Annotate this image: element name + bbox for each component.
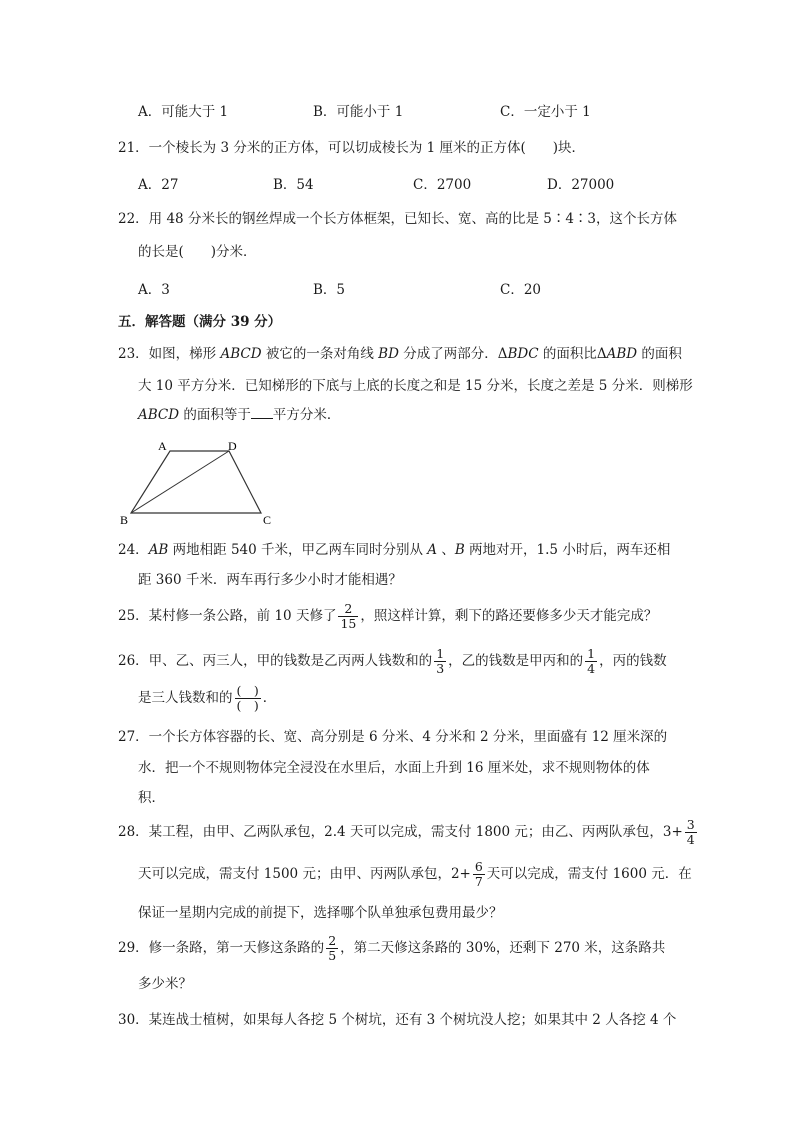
trapezoid-outline xyxy=(131,451,261,513)
q23-var-abcd-2: ABCD xyxy=(138,407,180,423)
q23-line3 xyxy=(138,405,340,425)
q21-option-c: C．2700 xyxy=(413,177,472,193)
q23-text-1: 23．如图，梯形 xyxy=(118,346,221,362)
q20-option-b: B．可能小于 1 xyxy=(313,104,404,120)
q29-fraction xyxy=(326,934,338,963)
q28-line1 xyxy=(118,816,699,848)
q26-frac2-den: 4 xyxy=(587,661,596,676)
q25-fraction xyxy=(338,602,358,631)
q24-var-a: A xyxy=(427,542,438,558)
q23-text-6: 的面积等于 xyxy=(179,407,251,423)
q28-line3: 保证一星期内完成的前提下，选择哪个队单独承包费用最少？ xyxy=(138,905,503,921)
q24-text-2: 、 xyxy=(437,542,455,558)
q24-number: 24． xyxy=(118,542,149,558)
q24-text-1: 两地相距 540 千米，甲乙两车同时分别从 xyxy=(168,542,428,558)
q29-text-1: 29．修一条路，第一天修这条路的 xyxy=(118,940,325,956)
q20-option-a: A．可能大于 1 xyxy=(138,104,229,120)
q21-option-a: A．27 xyxy=(138,177,179,193)
label-a: A xyxy=(158,439,167,453)
q26-answer-den[interactable]: ( ) xyxy=(236,698,259,713)
q24-var-b: B xyxy=(454,542,465,558)
q23-text-7: 平方分米． xyxy=(272,407,341,423)
q22-option-c: C．20 xyxy=(500,282,542,298)
q26-text-1: 26．甲、乙、丙三人，甲的钱数是乙丙两人钱数和的 xyxy=(118,653,433,669)
q26-frac1-den: 3 xyxy=(436,661,445,676)
q23-var-bdc: BDC xyxy=(507,346,539,362)
trapezoid-figure xyxy=(118,436,283,528)
q28-text-3: 天可以完成，需支付 1600 元．在 xyxy=(486,866,692,882)
section-title: 五．解答题（满分 39 分） xyxy=(118,314,282,330)
q28-frac1-den: 4 xyxy=(686,832,695,847)
q23-text-5: 的面积 xyxy=(637,346,682,362)
q20-option-c: C．一定小于 1 xyxy=(500,104,591,120)
q27-line1: 27．一个长方体容器的长、宽、高分别是 6 分米、4 分米和 2 分米，里面盛有 12 厘米深的 xyxy=(118,729,668,745)
q21-text: 21．一个棱长为 3 分米的正方体，可以切成棱长为 1 厘米的正方体( )块． xyxy=(118,140,586,156)
q23-text-2: 被它的一条对角线 xyxy=(261,346,379,362)
q23-var-bd: BD xyxy=(378,346,399,362)
q28-line2 xyxy=(138,858,692,890)
q25-frac-den: 15 xyxy=(340,616,357,631)
q28-frac2-num: 6 xyxy=(474,859,483,874)
q26-line2 xyxy=(138,682,276,714)
q25-text-2: ，照这样计算，剩下的路还要修多少天才能完成？ xyxy=(360,608,658,624)
q26-text-5: ． xyxy=(262,690,277,706)
q29-text-2: ，第二天修这条路的 30%，还剩下 270 米，这条路共 xyxy=(340,940,666,956)
label-b: B xyxy=(120,513,129,527)
q25-frac-num: 2 xyxy=(338,602,358,617)
q22-option-a: A．3 xyxy=(138,282,170,298)
q25-text-1: 25．某村修一条公路，前 10 天修了 xyxy=(118,608,337,624)
q23-var-abcd: ABCD xyxy=(220,346,262,362)
q27-line3: 积． xyxy=(138,790,165,806)
label-d: D xyxy=(228,439,237,453)
q25-line xyxy=(118,600,657,632)
q26-answer-num[interactable]: ( ) xyxy=(236,683,259,698)
q24-line2: 距 360 千米．两车再行多少小时才能相遇？ xyxy=(138,572,402,588)
q23-text-4: 的面积比Δ xyxy=(538,346,607,362)
q23-text-3: 分成了两部分．Δ xyxy=(398,346,508,362)
q28-frac1-num: 3 xyxy=(686,817,695,832)
q21-option-b: B．54 xyxy=(273,177,314,193)
q29-frac-num: 2 xyxy=(328,933,337,948)
q29-line1 xyxy=(118,932,665,964)
q28-text-1: 28．某工程，由甲、乙两队承包，2.4 天可以完成，需支付 1800 元；由乙、丙两队承包，3+ xyxy=(118,824,683,840)
q24-line1 xyxy=(118,540,670,560)
q29-frac-den: 5 xyxy=(328,948,337,963)
q23-answer-blank[interactable] xyxy=(251,418,273,419)
q26-frac2-num: 1 xyxy=(587,646,596,661)
q24-text-3: 两地对开，1.5 小时后，两车还相 xyxy=(464,542,671,558)
q23-line1 xyxy=(118,344,682,364)
q26-text-4: 是三人钱数和的 xyxy=(138,690,233,706)
q28-frac2-den: 7 xyxy=(474,874,483,889)
q22-line2: 的长是( )分米． xyxy=(138,244,257,260)
q22-line1: 22．用 48 分米长的钢丝焊成一个长方体框架，已知长、宽、高的比是 5∶4∶3，这个长方体 xyxy=(118,211,677,227)
q26-fraction-1 xyxy=(434,647,446,676)
q22-option-b: B．5 xyxy=(313,282,346,298)
q26-text-3: ，丙的钱数 xyxy=(599,653,667,669)
q26-line1 xyxy=(118,645,667,677)
diagonal-bd xyxy=(131,451,229,513)
q24-var-ab: AB xyxy=(148,542,169,558)
q28-text-2: 天可以完成，需支付 1500 元；由甲、丙两队承包，2+ xyxy=(138,866,471,882)
q23-var-abd: ABD xyxy=(606,346,638,362)
q30-line1: 30．某连战士植树，如果每人各挖 5 个树坑，还有 3 个树坑没人挖；如果其中 2 人各挖 4 个 xyxy=(118,1012,677,1028)
q26-fraction-2 xyxy=(585,647,597,676)
q28-fraction-1 xyxy=(685,818,697,847)
label-c: C xyxy=(263,513,272,527)
q23-line2: 大 10 平方分米．已知梯形的下底与上底的长度之和是 15 分米，长度之差是 5 分米．则梯形 xyxy=(138,378,693,394)
q26-text-2: ，乙的钱数是甲丙和的 xyxy=(448,653,584,669)
q27-line2: 水．把一个不规则物体完全浸没在水里后，水面上升到 16 厘米处，求不规则物体的体 xyxy=(138,760,650,776)
q26-answer-fraction[interactable] xyxy=(235,684,261,713)
q29-line2: 多少米？ xyxy=(138,976,192,992)
q21-option-d: D．27000 xyxy=(547,177,615,193)
q28-fraction-2 xyxy=(473,860,485,889)
q26-frac1-num: 1 xyxy=(436,646,445,661)
